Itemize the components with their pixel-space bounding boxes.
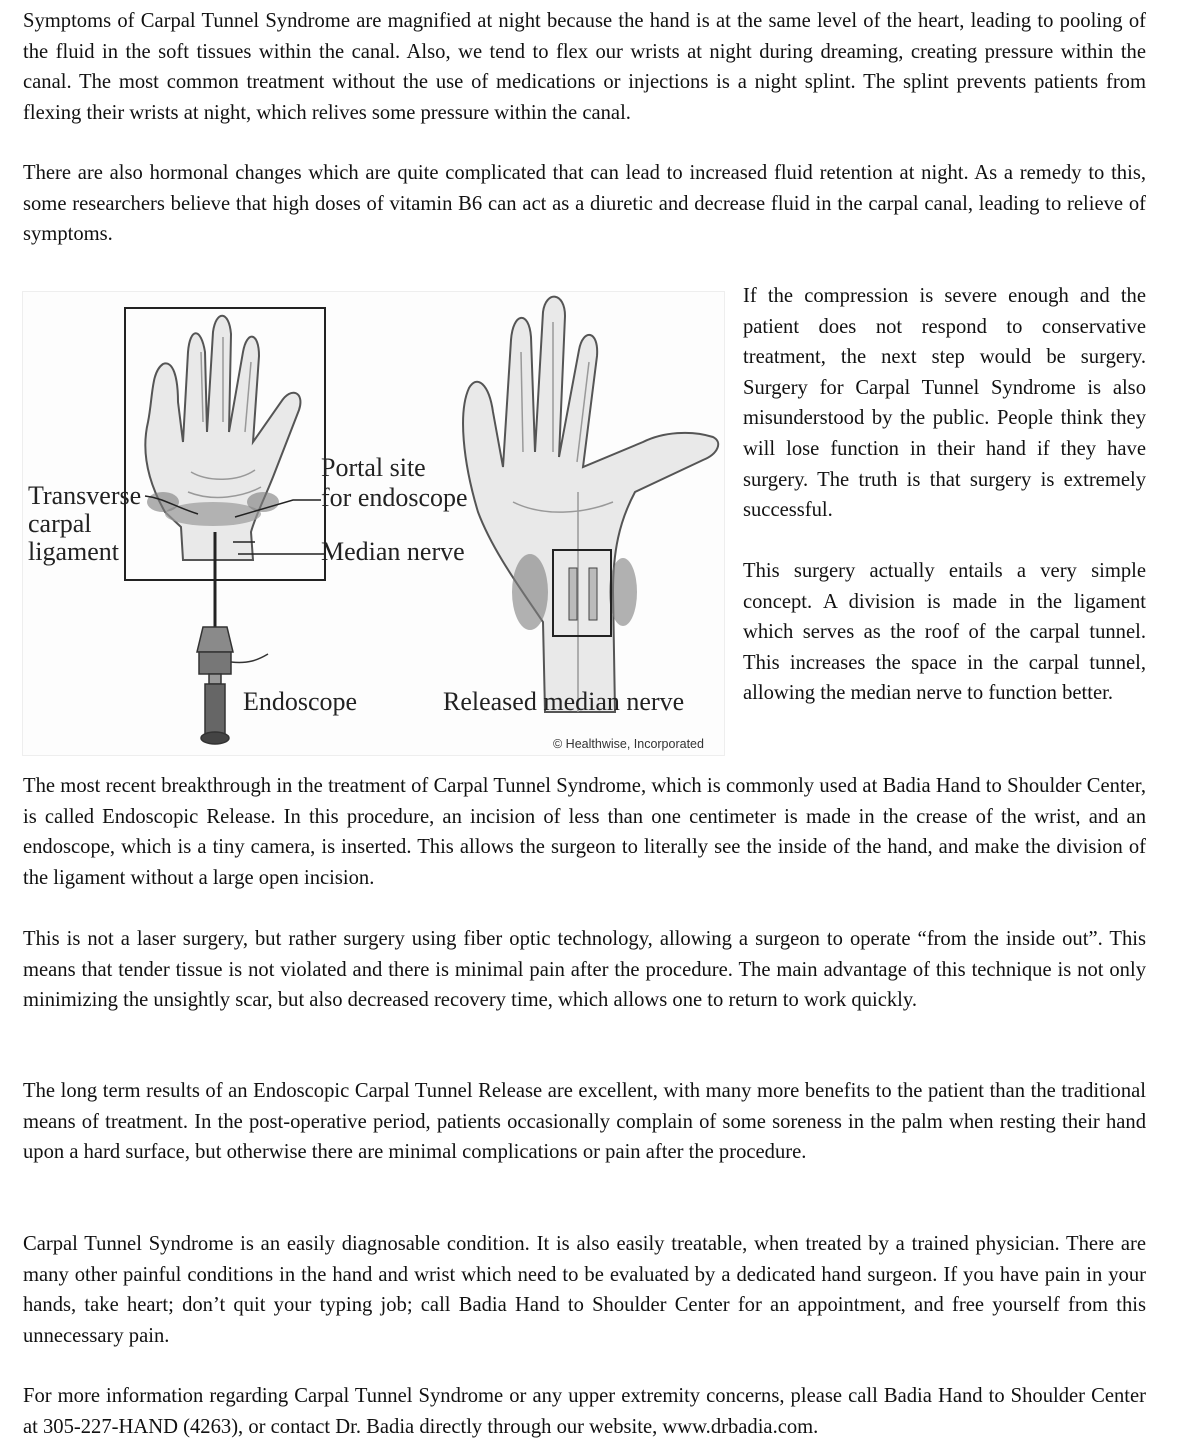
label-ligament: ligament	[28, 537, 119, 566]
paragraph-surgery-intro: If the compression is severe enough and the patient does not respond to conservative treatment, the next step would be surgery. Surgery for Carpal Tunnel Syndrome is also misunderstood by the public. People think they will lose function in their hand if they have surgery. The truth is that surgery is extremely successful.	[743, 285, 1146, 522]
paragraph-endoscopic-release: The most recent breakthrough in the treatment of Carpal Tunnel Syndrome, which is commonly used at Badia Hand to Shoulder Center, is called Endoscopic Release. In this procedure, an incision of less than one centimeter is made in the crease of the wrist, and an endoscope, which is a tiny camera, is inserted. This allows the surgeon to literally see the inside of the hand, and make the division of the ligament without a large open incision.	[23, 775, 1146, 889]
paragraph-contact-info: For more information regarding Carpal Tunnel Syndrome or any upper extremity concerns, please call Badia Hand to Shoulder Center at 305-227-HAND (4263), or contact Dr. Badia directly through our website, www.drbadia.com.	[23, 1385, 1146, 1438]
endoscopic-release-illustration	[22, 291, 725, 756]
label-endoscope: Endoscope	[243, 687, 358, 716]
paragraph-diagnosable-condition: Carpal Tunnel Syndrome is an easily diagnosable condition. It is also easily treatable, when treated by a trained physician. There are many other painful conditions in the hand and wrist which need to be evaluated by a dedicated hand surgeon. If you have pain in your hands, take heart; don’t quit your typing job; call Badia Hand to Shoulder Center for an appointment, and free yourself from this unnecessary pain.	[23, 1233, 1146, 1347]
label-carpal: carpal	[28, 509, 92, 538]
right-hand-drawing	[463, 297, 718, 712]
paragraph-fiber-optic: This is not a laser surgery, but rather surgery using fiber optic technology, allowing a surgeon to operate “from the inside out”. This means that tender tissue is not violated and there is minimal pain after the procedure. The main advantage of this technique is not only minimizing the unsightly scar, but also decreased recovery time, which allows one to return to work quickly.	[23, 928, 1146, 1012]
paragraph-surgery-concept: This surgery actually entails a very simple concept. A division is made in the ligament which serves as the roof of the carpal tunnel. This increases the space in the carpal tunnel, allowing the median nerve to function better.	[743, 560, 1146, 705]
label-transverse: Transverse	[28, 481, 142, 510]
paragraph-hormonal-changes: There are also hormonal changes which are quite complicated that can lead to increased fluid retention at night. As a remedy to this, some researchers believe that high doses of vitamin B6 can act as a diuretic and decrease fluid in the carpal canal, leading to relieve of symptoms.	[23, 162, 1146, 246]
label-portal-site: Portal site	[321, 453, 426, 482]
endoscope-drawing	[197, 627, 268, 744]
paragraph-long-term-results: The long term results of an Endoscopic Carpal Tunnel Release are excellent, with many more benefits to the patient than the traditional means of treatment. In the post-operative period, patients occasionally complain of some soreness in the palm when resting their hand upon a hard surface, but otherwise there are minimal complications or pain after the procedure.	[23, 1080, 1146, 1164]
paragraph-night-symptoms: Symptoms of Carpal Tunnel Syndrome are magnified at night because the hand is at the same level of the heart, leading to pooling of the fluid in the soft tissues within the canal. Also, we tend to flex our wrists at night during dreaming, creating pressure within the canal. The most common treatment without the use of medications or injections is a night splint. The splint prevents patients from flexing their wrists at night, which relives some pressure within the canal.	[23, 10, 1146, 124]
label-median-nerve: Median nerve	[321, 537, 465, 566]
figure-credit: © Healthwise, Incorporated	[553, 737, 704, 751]
label-for-endoscope: for endoscope	[321, 483, 468, 512]
label-released-median-nerve: Released median nerve	[443, 687, 685, 716]
